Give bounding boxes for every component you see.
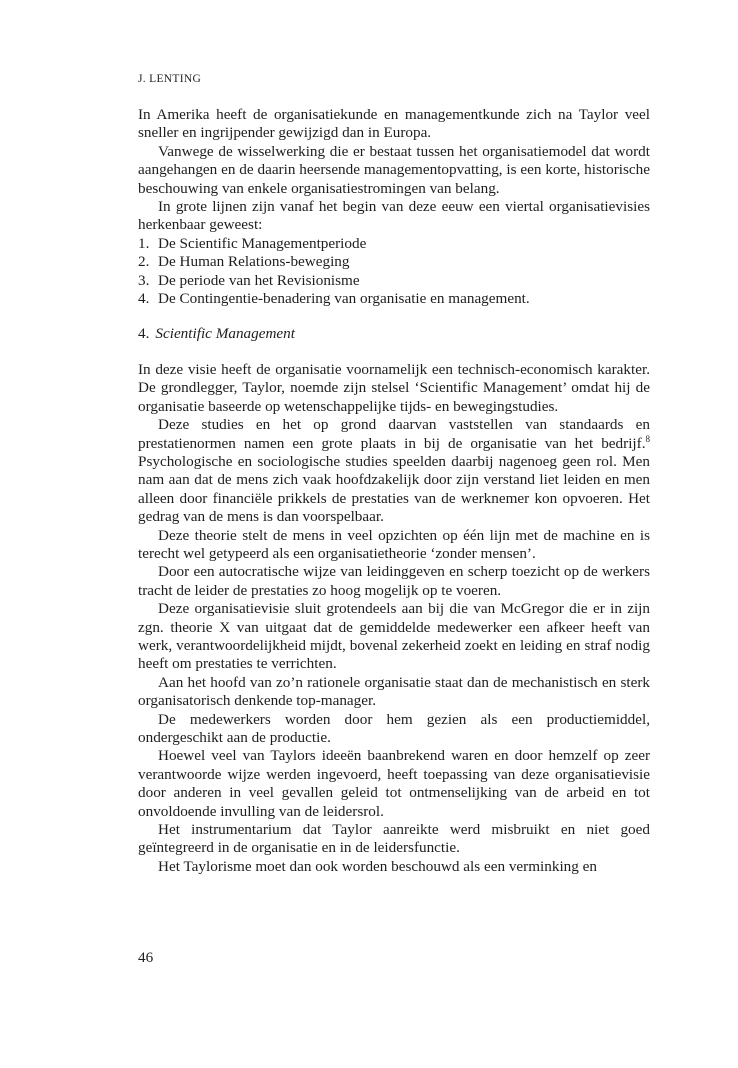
section-title: Scientific Management <box>155 325 295 343</box>
section-paragraph-4: Door een autocratische wijze van leidinggeven en scherp toezicht op de werkers tracht de leider de prestaties zo hoog mogelijk op te voeren. <box>138 563 650 599</box>
body-text <box>138 106 650 876</box>
section-paragraph-10: Het Taylorisme moet dan ook worden beschouwd als een verminking en <box>158 857 597 875</box>
section-paragraph-1: In deze visie heeft de organisatie voornamelijk een technisch-economisch karakter. De grondlegger, Taylor, noemde zijn stelsel ‘Scientific Management’ omdat hij de organisatie baseerde op wetenschappelijke tijds- en bewegingstudies. <box>138 360 650 415</box>
section-number: 4. <box>138 325 150 343</box>
page-content <box>138 72 650 876</box>
section-paragraph-6: Aan het hoofd van zo’n rationele organisatie staat dan de mechanistisch en sterk organisatorisch denkende top-manager. <box>138 673 650 710</box>
list-item-number: 3. <box>138 271 150 289</box>
footnote-reference: 8 <box>645 433 650 444</box>
list-item-number: 1. <box>138 234 150 252</box>
section-heading <box>138 325 650 343</box>
paragraph-text-after-note: Psychologische en sociologische studies speelden daarbij nagenoeg geen rol. Men nam aan dat de mens zich vaak hoofdzakelijk door zijn verstand liet leiden en men alleen door financiële prikkels de prestaties van de werknemer kon opvoeren. Het gedrag van de mens is dan voorspelbaar. <box>138 452 650 526</box>
list-item <box>138 235 650 253</box>
section-paragraph-5: Deze organisatievisie sluit grotendeels aan bij die van McGregor die er in zijn zgn. theorie X van uitgaat dat de gemiddelde medewerker een afkeer heeft van werk, verantwoordelijkheid mijdt, bovenal zekerheid zoekt en leiding en straf nodig heeft om prestaties te verrichten. <box>138 600 650 673</box>
intro-paragraph-2: Vanwege de wisselwerking die er bestaat tussen het organisatiemodel dat wordt aangehangen en de daarin heersende managementopvatting, is een korte, historische beschouwing van enkele organisatiestromingen van belang. <box>138 142 650 197</box>
running-head: J. LENTING <box>138 73 202 85</box>
paragraph-text-before-note: Deze studies en het op grond daarvan vaststellen van standaards en prestatienormen namen een grote plaats in bij de organisatie van het bedrijf. <box>138 416 650 452</box>
list-item-number: 2. <box>138 253 150 271</box>
list-item-number: 4. <box>138 290 150 308</box>
section-paragraph-8: Hoewel veel van Taylors ideeën baanbrekend waren en door hemzelf op zeer verantwoorde wijze werden ingevoerd, heeft toepassing van deze organisatievisie door anderen in veel gevallen geleid tot ontmenselijking van de arbeid en tot onvoldoende invulling van de leidersrol. <box>138 747 650 820</box>
intro-paragraph-1: In Amerika heeft de organisatiekunde en managementkunde zich na Taylor veel sneller en ingrijpender gewijzigd dan in Europa. <box>138 106 650 142</box>
list-item <box>138 272 650 290</box>
periods-list <box>138 235 650 309</box>
page-number: 46 <box>138 949 154 966</box>
section-paragraph-3: Deze theorie stelt de mens in veel opzichten op één lijn met de machine en is terecht wel getypeerd als een organisatietheorie ‘zonder mensen’. <box>138 526 650 562</box>
list-item-text: De Human Relations-beweging <box>158 253 350 271</box>
section-paragraph-2 <box>138 416 650 526</box>
list-item <box>138 253 650 271</box>
list-item-text: De Contingentie-benadering van organisatie en management. <box>158 290 530 308</box>
list-item <box>138 290 650 308</box>
intro-paragraph-3: In grote lijnen zijn vanaf het begin van deze eeuw een viertal organisatievisies herkenbaar geweest: <box>138 198 650 234</box>
section-paragraph-7: De medewerkers worden door hem gezien als een productiemiddel, ondergeschikt aan de productie. <box>138 710 650 746</box>
list-item-text: De Scientific Managementperiode <box>158 234 367 252</box>
list-item-text: De periode van het Revisionisme <box>158 271 360 289</box>
section-paragraph-9: Het instrumentarium dat Taylor aanreikte werd misbruikt en niet goed geïntegreerd in de organisatie en in de leidersfunctie. <box>138 821 650 857</box>
